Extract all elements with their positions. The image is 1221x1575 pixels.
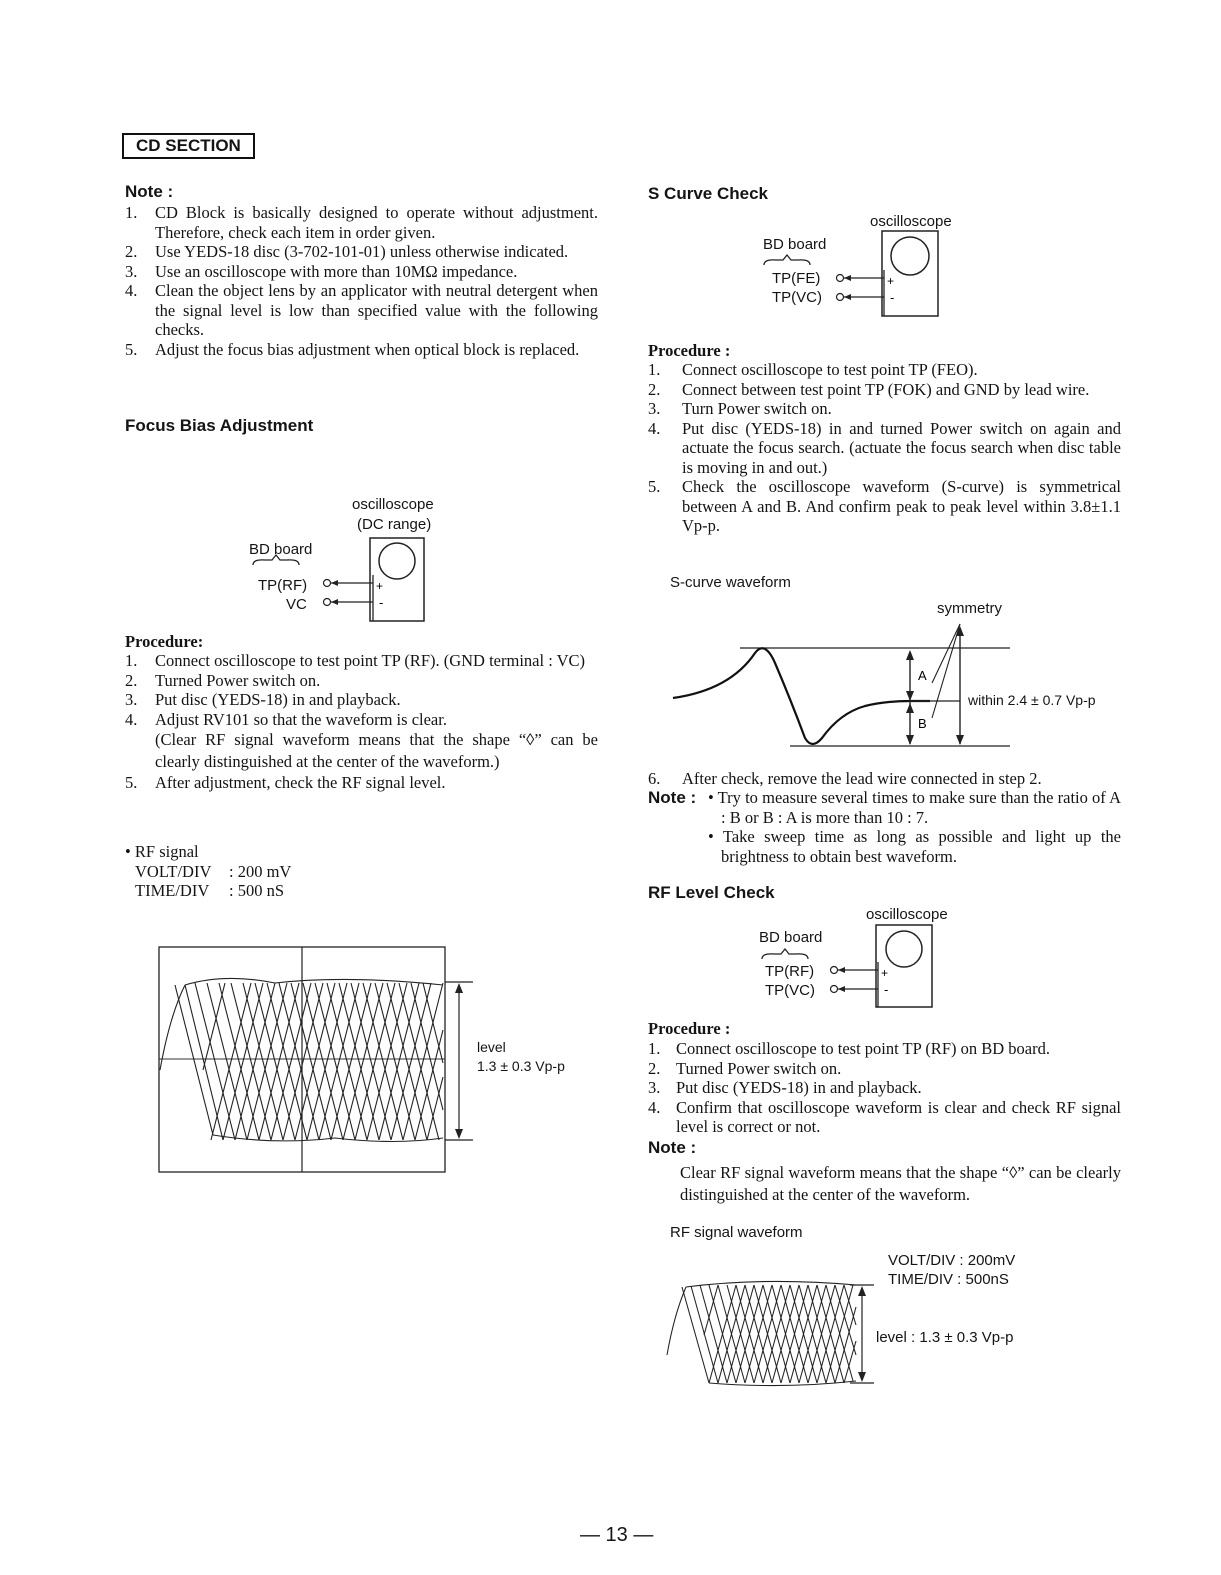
list-item: 2. Turned Power switch on. [648,1058,842,1078]
list-item: 4. Confirm that oscilloscope waveform is clear and check RF signal level is correct or not. [648,1097,1121,1136]
connection-diagram [756,922,941,1012]
rf-waveform-small [664,1275,876,1390]
minus-label: - [379,595,384,610]
list-item: 3. Put disc (YEDS-18) in and playback. [648,1078,922,1097]
level-text: level : 1.3 ± 0.3 Vp-p [876,1329,1014,1346]
list-item: 3. Use an oscilloscope with more than 10MΩ impedance. [125,261,518,281]
scope-label: oscilloscope [866,906,948,923]
within-label: within 2.4 ± 0.7 Vp-p [968,692,1096,708]
list-item: 2. Connect between test point TP (FOK) and GND by lead wire. [648,379,1090,399]
tp-fe-label: TP(FE) [772,270,821,287]
rf-waveform-large [155,945,485,1175]
step-6: 6. After check, remove the lead wire connected in step 2. [648,769,1042,788]
list-item: • Take sweep time as long as possible and light up the brightness to obtain best waveform. [708,827,1121,866]
list-item: 5. Adjust the focus bias adjustment when optical block is replaced. [125,339,580,359]
list-item: 1. Connect oscilloscope to test point TP (RF). (GND terminal : VC) [125,651,586,670]
section-header: CD SECTION [122,133,255,159]
symmetry-label: symmetry [937,600,1002,617]
focus-bias-heading: Focus Bias Adjustment [125,416,314,435]
list-item: 1. CD Block is basically designed to operate without adjustment. Therefore, check each item in order given. [125,203,598,242]
minus-label: - [890,290,895,305]
level-value: 1.3 ± 0.3 Vp-p [477,1058,565,1074]
procedure-heading: Procedure: [125,632,204,651]
tp-rf-label: TP(RF) [765,963,815,980]
time-div-text: TIME/DIV : 500nS [888,1271,1009,1288]
list-item: 5. After adjustment, check the RF signal level. [125,773,446,792]
bd-board-label: BD board [763,236,827,253]
minus-label: - [884,982,889,997]
procedure-heading: Procedure : [648,1019,731,1038]
label-b: B [918,716,927,731]
list-item: (Clear RF signal waveform means that the shape “◊” can be clearly distinguished at the center of the waveform.) [155,730,598,771]
s-curve-procedure-list [648,360,1121,536]
volt-div-value: : 200 mV [229,862,292,881]
time-div-value: : 500 nS [229,881,285,900]
rf-waveform-title: RF signal waveform [670,1224,803,1241]
rf-level-procedure-list [648,1039,1121,1137]
bd-board-label: BD board [759,929,823,946]
list-item: 1. Connect oscilloscope to test point TP (FEO). [648,360,978,379]
page-number: — 13 — [580,1524,654,1546]
list-item: 2. Turned Power switch on. [125,670,321,690]
level-label: level [477,1039,506,1055]
scope-range-label: (DC range) [357,516,432,533]
connection-diagram [245,535,435,625]
note-heading: Note : [125,182,174,201]
list-item: 5. Check the oscilloscope waveform (S-curve) is symmetrical between A and B. And confirm peak to peak level within 3.8±1.1 Vp-p. [648,477,1121,535]
plus-label: + [881,966,889,980]
volt-div-text: VOLT/DIV : 200mV [888,1252,1016,1269]
s-curve-waveform-title: S-curve waveform [670,574,791,591]
list-item: 1. Connect oscilloscope to test point TP (RF) on BD board. [648,1039,1050,1058]
focus-procedure-list [125,651,598,793]
plus-label: + [887,274,895,288]
list-item: 3. Put disc (YEDS-18) in and playback. [125,690,401,709]
time-div-label: TIME/DIV [135,881,210,900]
s-curve-waveform [670,618,1015,750]
tp-vc-label: TP(VC) [765,982,815,999]
s-curve-heading: S Curve Check [648,184,768,203]
list-item: 4. Put disc (YEDS-18) in and turned Power switch on again and actuate the focus search. (actuate the focus search when disc table is moving in and out.) [648,418,1121,477]
scope-label: oscilloscope [870,213,952,230]
list-item: 2. Use YEDS-18 disc (3-702-101-01) unless otherwise indicated. [125,242,569,261]
plus-label: + [376,579,384,593]
label-a: A [918,668,927,683]
vc-label: VC [286,596,307,613]
list-item: • Try to measure several times to make sure than the ratio of A : B or B : A is more than 10 : 7. [708,788,1121,827]
volt-div-label: VOLT/DIV [135,862,212,881]
note-text: Clear RF signal waveform means that the shape “◊” can be clearly distinguished at the center of the waveform. [680,1163,1121,1204]
procedure-heading: Procedure : [648,341,731,360]
note-list [125,203,598,359]
list-item: 4. Adjust RV101 so that the waveform is clear. [125,709,447,729]
tp-vc-label: TP(VC) [772,289,822,306]
list-item: 4. Clean the object lens by an applicator with neutral detergent when the signal level is low than specified value with the following checks. [125,281,598,339]
tp-rf-label: TP(RF) [258,577,308,594]
note-label: Note : [648,1138,697,1157]
note-items [708,788,1121,866]
note-label: Note : [648,788,697,807]
rf-level-heading: RF Level Check [648,883,775,902]
scope-label: oscilloscope [352,496,434,513]
rf-signal-title: • RF signal [125,842,199,861]
bd-board-label: BD board [249,541,313,558]
connection-diagram [760,228,945,320]
list-item: 3. Turn Power switch on. [648,399,832,418]
